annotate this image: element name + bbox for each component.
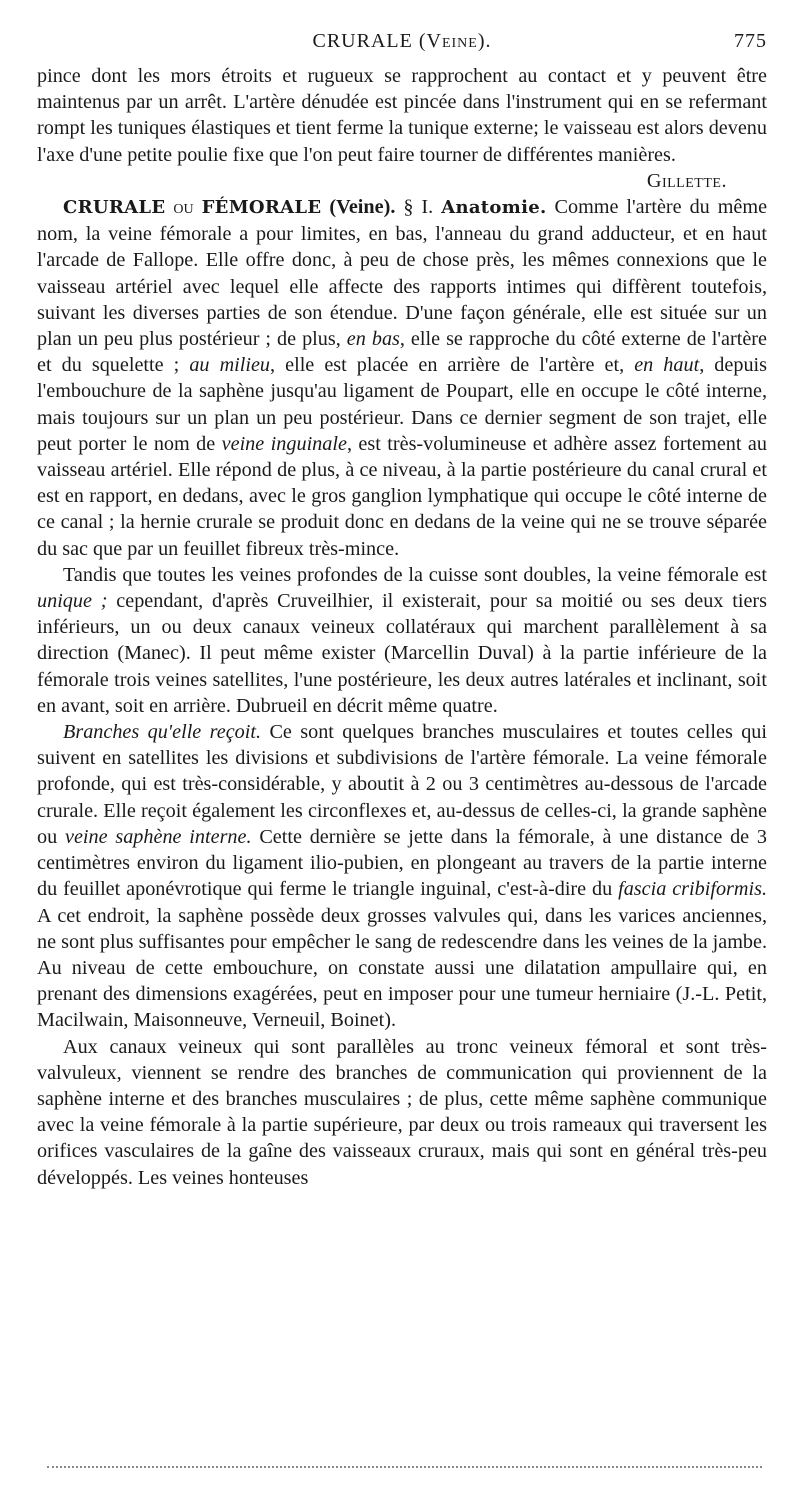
text-run: Ce sont quelques branches musculaires et toutes celles qui suivent en satellites les divisions et subdivisions de l'artère fémorale. La veine fémorale profonde, qui est très-considérable, y aboutit à 2 ou 3 centimètres au-dessous de l'arcade crurale. Elle reçoit également les circonflexes et, au-dessus de celles-ci, la grande saphène ou <box>37 721 768 848</box>
text-run: Comme l'artère du même nom, la veine fémorale a pour limites, en bas, l'anneau du grand adducteur, et en haut l'arcade de Fallope. Elle offre donc, à peu de chose près, les mêmes connexions que le vaisseau artériel avec lequel elle affecte des rapports intimes qui diffèrent toutefois, suivant les diverses parties de son étendue. D'une façon générale, elle est située sur un plan un peu plus postérieur ; de plus, <box>37 196 768 351</box>
text-run: , elle se rapproche du côté externe de l'artère et du squelette ; <box>37 328 767 377</box>
article-paragraph-4: Aux canaux veineux qui sont parallèles au tronc veineux fémoral et sont très-valvuleux, viennent se rendre des branches de communication qui proviennent de la saphène interne et des branches musculaires ; de plus, cette même saphène communique avec la veine fémorale à la partie supérieure, par deux ou trois rameaux qui traversent les orifices vasculaires de la gaîne des vaisseaux cruraux, mais qui sont en général très-peu développés. Les veines honteuses <box>37 1035 767 1189</box>
article-paragraph-1 <box>37 194 767 562</box>
text-run: cependant, d'après Cruveilhier, il existerait, pour sa moitié ou ses deux tiers inférieurs, un ou deux canaux veineux collatéraux qui marchent parallèlement à sa direction (Manec). Il peut même exister (Marcellin Duval) à la partie inférieure de la fémorale trois veines satellites, l'une postérieure, les deux autres latérales et inclinant, soit en avant, soit en arrière. Dubrueil en décrit même quatre. <box>37 590 768 717</box>
section-mark: § I. <box>403 196 434 219</box>
article-heading-femorale: FÉMORALE <box>201 197 322 219</box>
article-heading-ou: ou <box>173 196 194 219</box>
article-paragraph-3 <box>37 719 767 1033</box>
running-head <box>37 30 767 56</box>
body-text <box>37 63 767 1191</box>
text-run: , est très-volumineuse et adhère assez fortement au vaisseau artériel. Elle répond de plus, à ce niveau, à la partie postérieure du canal crural et est en rapport, en dedans, avec le gros ganglion lymphatique qui occupe le côté interne de ce canal ; la hernie crurale se produit donc en dedans de la veine qui ne se trouve séparée du sac que par un feuillet fibreux très-mince. <box>37 432 767 560</box>
article-heading-paren: (Veine). <box>329 196 396 219</box>
italic-run: unique ; <box>37 590 108 613</box>
italic-run: au milieu <box>189 354 271 377</box>
italic-run: fascia cribiformis. <box>618 878 768 901</box>
italic-run: en bas <box>346 328 400 351</box>
italic-run: veine inguinale <box>221 432 347 455</box>
text-run: Tandis que toutes les veines profondes de la cuisse sont doubles, la veine fémorale est <box>63 563 767 586</box>
article-paragraph-2 <box>37 562 767 719</box>
section-title: Anatomie. <box>441 197 547 219</box>
italic-run: Branches qu'elle reçoit. <box>63 721 262 744</box>
page-number: 775 <box>734 30 767 52</box>
bottom-rule <box>47 1466 762 1468</box>
italic-run: veine saphène interne. <box>64 825 252 848</box>
author-signature: Gillette. <box>646 169 727 192</box>
running-title-paren: (Veine). <box>418 30 492 52</box>
text-run: , depuis l'embouchure de la saphène jusqu'au ligament de Poupart, elle en occupe le côté interne, mais toujours sur un plan un peu postérieur. Dans ce dernier segment de son trajet, elle peut porter le nom de <box>37 354 768 455</box>
text-run: A cet endroit, la saphène possède deux grosses valvules qui, dans les varices anciennes, ne sont plus suffisantes pour empêcher le sang de redescendre dans les veines de la jambe. Au niveau de cette embouchure, on constate aussi une dilatation ampullaire qui, en prenant des dimensions exagérées, peut en imposer pour une tumeur herniaire (J.-L. Petit, Macilwain, Maisonneuve, Verneuil, Boinet). <box>37 904 767 1032</box>
previous-article-ending: pince dont les mors étroits et rugueux se rapprochent au contact et y peuvent être maintenus par un arrêt. L'artère dénudée est pincée dans l'instrument qui en se refermant rompt les tuniques élastiques et tient ferme la tunique externe; le vaisseau est alors devenu l'axe d'une petite poulie fixe que l'on peut faire tourner de différentes manières. <box>37 65 767 166</box>
text-run: , elle est placée en arrière de l'artère et, <box>270 354 625 377</box>
running-title-main: CRURALE <box>312 30 413 52</box>
running-title <box>37 30 767 53</box>
italic-run: en haut <box>634 354 700 377</box>
text-run: Cette dernière se jette dans la fémorale, à une distance de 3 centimètres environ du ligament ilio-pubien, en plongeant au travers de la partie interne du feuillet aponévrotique qui ferme le triangle inguinal, c'est-à-dire du <box>37 825 768 901</box>
article-heading-crurale: CRURALE <box>63 197 166 219</box>
